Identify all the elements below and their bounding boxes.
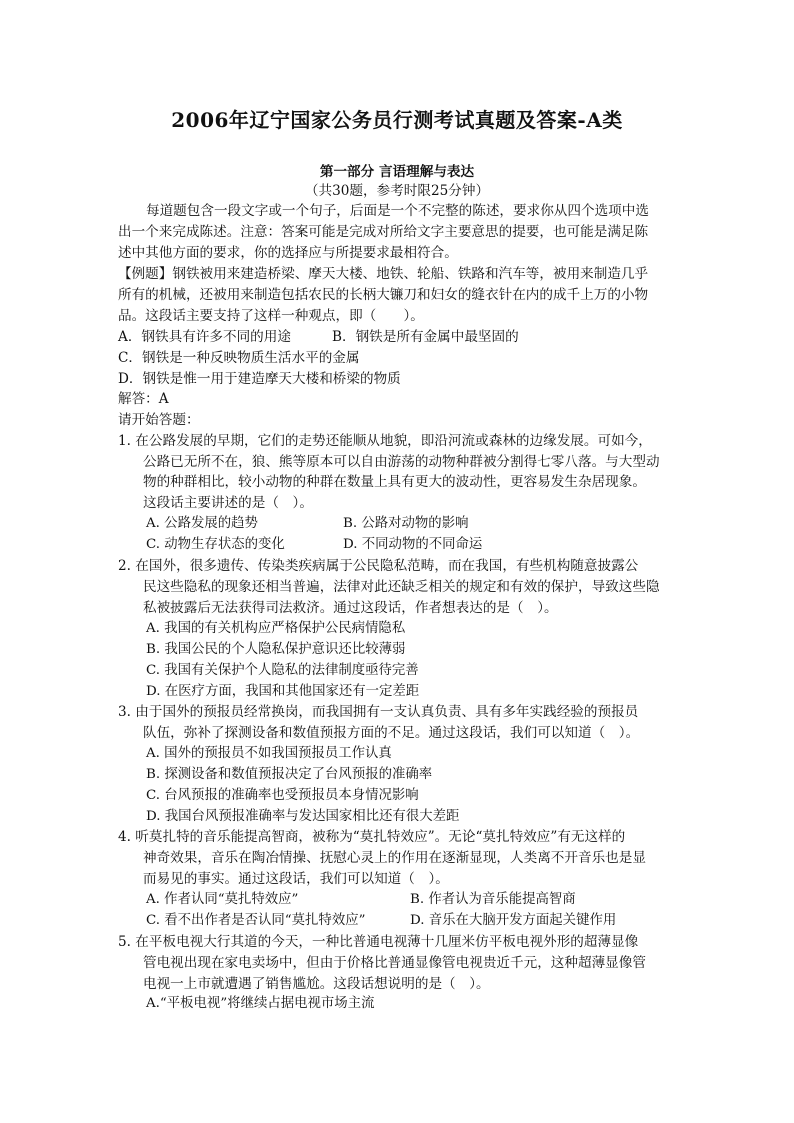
q1-option-d: D. 不同动物的不同命运 (343, 537, 483, 552)
example-line: 品。这段话主要支持了这样一种观点，即（ ）。 (118, 308, 424, 324)
section-title: 第一部分 言语理解与表达 (319, 164, 475, 180)
q5-option-a: A.“平板电视”将继续占据电视市场主流 (146, 996, 375, 1011)
q4-option-a: A. 作者认同“莫扎特效应” (146, 892, 299, 907)
q1-line: 这段话主要讲述的是（ ）。 (143, 495, 313, 511)
q3-option-d: D. 我国台风预报准确率与发达国家相比还有很大差距 (146, 809, 460, 824)
q1-option-c: C. 动物生存状态的变化 (146, 537, 285, 552)
q3-option-b: B. 探测设备和数值预报决定了台风预报的准确率 (146, 767, 433, 782)
q2-line: 私被披露后无法获得司法救济。通过这段话，作者想表达的是（ ）。 (143, 600, 558, 616)
intro-line: 每道题包含一段文字或一个句子，后面是一个不完整的陈述，要求你从四个选项中选 (146, 203, 649, 219)
q2-option-d: D. 在医疗方面，我国和其他国家还有一定差距 (146, 684, 420, 699)
q2-option-b: B. 我国公民的个人隐私保护意识还比较薄弱 (146, 642, 406, 657)
start-label: 请开始答题： (118, 412, 200, 428)
q2-line: 2. 在国外，很多遗传、传染类疾病属于公民隐私范畴，而在我国，有些机构随意披露公 (118, 558, 639, 574)
q3-line: 队伍，弥补了探测设备和数值预报方面的不足。通过这段话，我们可以知道（ ）。 (143, 725, 640, 741)
q2-option-a: A. 我国的有关机构应严格保护公民病情隐私 (146, 621, 406, 636)
example-option-a: A．钢铁具有许多不同的用途 (118, 329, 291, 345)
q1-option-a: A. 公路发展的趋势 (146, 516, 258, 531)
q1-option-b: B. 公路对动物的影响 (343, 516, 469, 531)
q4-line: 4. 听莫扎特的音乐能提高智商，被称为“莫扎特效应”。无论“莫扎特效应”有无这样的 (118, 829, 626, 845)
example-option-c: C．钢铁是一种反映物质生活水平的金属 (118, 350, 360, 366)
q2-line: 民这些隐私的现象还相当普遍，法律对此还缺乏相关的规定和有效的保护，导致这些隐 (143, 579, 660, 595)
document-title: 2006年辽宁国家公务员行测考试真题及答案-A类 (171, 108, 623, 132)
q3-line: 3. 由于国外的预报员经常换岗，而我国拥有一支认真负责、具有多年实践经验的预报员 (118, 704, 639, 720)
q2-option-c: C. 我国有关保护个人隐私的法律制度亟待完善 (146, 663, 419, 678)
section-note: （共30题，参考时限25分钟） (304, 183, 490, 199)
q1-line: 公路已无所不在，狼、熊等原本可以自由游荡的动物种群被分割得七零八落。与大型动 (143, 454, 660, 470)
q3-option-c: C. 台风预报的准确率也受预报员本身情况影响 (146, 788, 419, 803)
example-answer: 解答：A (118, 391, 169, 407)
q4-option-c: C. 看不出作者是否认同“莫扎特效应” (146, 913, 366, 928)
q1-line: 物的种群相比，较小动物的种群在数量上具有更大的波动性，更容易发生杂居现象。 (143, 474, 646, 490)
q5-line: 电视一上市就遭遇了销售尴尬。这段话想说明的是（ ）。 (143, 976, 490, 992)
q4-option-b: B. 作者认为音乐能提高智商 (410, 892, 576, 907)
q5-line: 管电视出现在家电卖场中，但由于价格比普通显像管电视贵近千元，这种超薄显像管 (143, 955, 646, 971)
q3-option-a: A. 国外的预报员不如我国预报员工作认真 (146, 746, 392, 761)
q4-line: 而易见的事实。通过这段话，我们可以知道（ ）。 (143, 871, 449, 887)
example-line: 所有的机械，还被用来制造包括农民的长柄大镰刀和妇女的缝衣针在内的成千上万的小物 (118, 287, 649, 303)
example-line: 【例题】钢铁被用来建造桥梁、摩天大楼、地铁、轮船、铁路和汽车等，被用来制造几乎 (118, 266, 649, 282)
intro-line: 出一个来完成陈述。注意：答案可能是完成对所给文字主要意思的提要，也可能是满足陈 (118, 224, 649, 240)
example-option-b: B．钢铁是所有金属中最坚固的 (332, 329, 519, 345)
q4-line: 神奇效果，音乐在陶冶情操、抚慰心灵上的作用在逐渐显现，人类离不开音乐也是显 (143, 850, 646, 866)
q4-option-d: D. 音乐在大脑开发方面起关键作用 (410, 913, 617, 928)
example-option-d: D．钢铁是惟一用于建造摩天大楼和桥梁的物质 (118, 371, 401, 387)
q5-line: 5. 在平板电视大行其道的今天，一种比普通电视薄十几厘米仿平板电视外形的超薄显像 (118, 934, 639, 950)
intro-line: 述中其他方面的要求，你的选择应与所提要求最相符合。 (118, 245, 458, 261)
q1-line: 1. 在公路发展的早期，它们的走势还能顺从地貌，即沿河流或森林的边缘发展。可如今， (118, 433, 652, 449)
